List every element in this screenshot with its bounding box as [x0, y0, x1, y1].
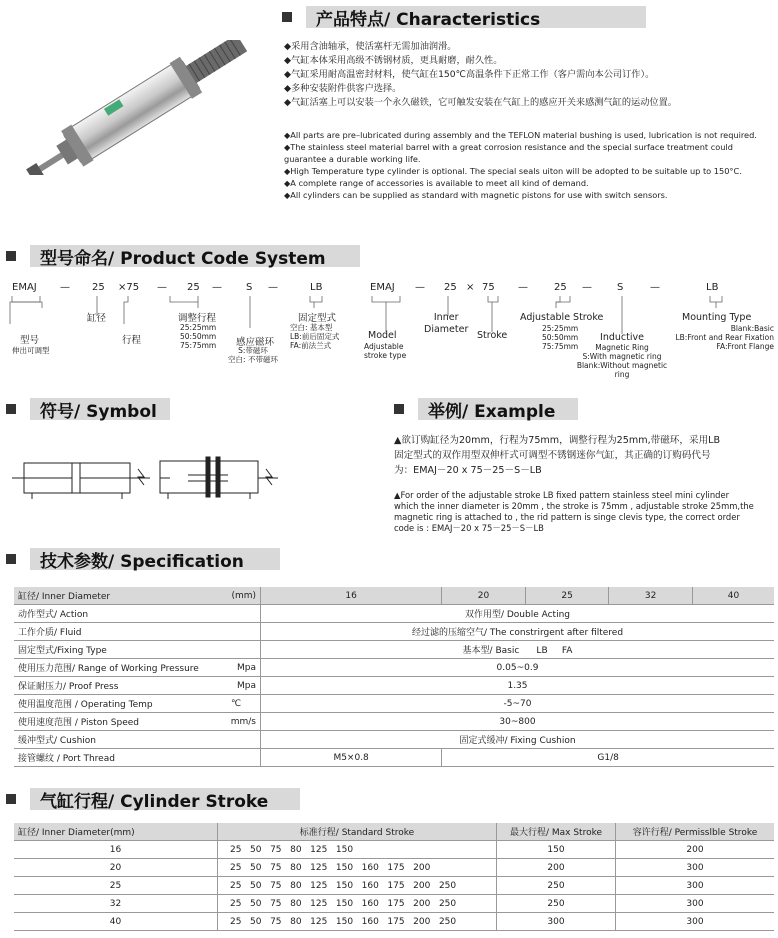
stroke-permissible: 300 — [616, 859, 775, 877]
table-row — [14, 895, 774, 913]
row-value: 30~800 — [261, 713, 775, 731]
code-sep: — — [212, 282, 222, 293]
row-label: 使用速度范围 / Piston Speed — [14, 713, 212, 731]
list-item: guarantee a durable working life. — [284, 154, 421, 164]
example-cn — [394, 433, 720, 478]
specification-header — [6, 548, 280, 570]
cn-code-diagram — [0, 282, 380, 372]
stroke-header-col: 最大行程/ Max Stroke — [497, 823, 616, 841]
stroke-table — [14, 823, 774, 931]
example-line: ▲欲订购缸径为20mm，行程为75mm，调整行程为25mm,带磁环，采用LB — [394, 435, 721, 446]
table-row — [14, 677, 774, 695]
stroke-max: 300 — [497, 913, 616, 931]
code-part: EMAJ — [12, 282, 37, 293]
stroke-standard: 25 50 75 80 125 150 160 175 200 — [218, 859, 497, 877]
stroke-max: 200 — [497, 859, 616, 877]
cn-label-stroke: 行程 — [122, 335, 142, 346]
header-col: 40 — [692, 587, 774, 605]
row-value: -5~70 — [261, 695, 775, 713]
inner-line: Inner — [433, 312, 459, 323]
example-en — [394, 490, 754, 534]
cn-label-adj: 调整行程 — [178, 313, 217, 324]
symbol-title: 符号/ Symbol — [30, 398, 170, 420]
stroke-standard: 25 50 75 80 125 150 160 175 200 250 — [218, 913, 497, 931]
stroke-max: 150 — [497, 841, 616, 859]
characteristics-title: 产品特点/ Characteristics — [306, 6, 646, 28]
code-sep: — — [518, 282, 528, 293]
header-unit: (mm) — [212, 587, 261, 605]
row-label: 固定型式/Fixing Type — [14, 641, 212, 659]
mount-value: Blank:Basic — [730, 324, 774, 333]
code-sep: — — [582, 282, 592, 293]
en-mount-values — [656, 324, 774, 351]
mount-value: LB:Front and Rear Fixation — [675, 333, 774, 342]
symbol-header — [6, 398, 170, 420]
table-row — [14, 641, 774, 659]
stroke-diameter: 16 — [14, 841, 218, 859]
inductive-line: Blank:Without magnetic ring — [576, 361, 668, 379]
table-row — [14, 877, 774, 895]
header-col: 32 — [609, 587, 693, 605]
code-part: S — [246, 282, 253, 293]
list-item: ◆气缸采用耐高温密封材料，使气缸在150℃高温条件下正常工作（客户需向本公司订作）。 — [284, 69, 655, 80]
stroke-header-col: 容许行程/ Permisslble Stroke — [616, 823, 775, 841]
code-part: 25 — [554, 282, 567, 293]
characteristics-header — [282, 6, 646, 28]
header-col: 20 — [442, 587, 526, 605]
code-sep: — — [415, 282, 425, 293]
table-row — [14, 695, 774, 713]
list-item: ◆All cylinders can be supplied as standard with magnetic pistons for use with switch sensors. — [284, 190, 668, 200]
header-label: 缸径/ Inner Diameter — [14, 587, 212, 605]
row-unit: Mpa — [212, 659, 261, 677]
table-row — [14, 913, 774, 931]
row-unit — [212, 623, 261, 641]
table-row — [14, 731, 774, 749]
list-item: ◆The stainless steel material barrel with a great corrosion resistance and the special surface treatment could — [284, 142, 733, 152]
row-unit — [212, 641, 261, 659]
row-value: 固定式缓冲/ Fixing Cushion — [261, 731, 775, 749]
code-sep: — — [60, 282, 70, 293]
en-code-diagram — [360, 282, 778, 377]
cn-label-magnet: 感应磁环 — [236, 337, 275, 348]
row-unit — [212, 605, 261, 623]
inductive-line: Magnetic Ring — [595, 343, 649, 352]
code-part: ×75 — [118, 282, 140, 293]
code-sep: — — [268, 282, 278, 293]
mount-value: 空白: 基本型 — [290, 323, 333, 332]
example-line: 固定型式的双作用型双伸杆式可调型不锈钢迷你气缸，其正确的订购码代号 — [394, 450, 711, 461]
row-label: 保证耐压力/ Proof Press — [14, 677, 212, 695]
adj-value: 50:50mm — [180, 332, 217, 341]
section-marker — [6, 404, 16, 414]
section-marker — [6, 794, 16, 804]
port-value-small: M5×0.8 — [261, 749, 442, 767]
stroke-diameter: 32 — [14, 895, 218, 913]
cn-mount-values — [290, 323, 339, 350]
inductive-line: Inductive — [600, 332, 644, 343]
product-code-header — [6, 245, 360, 267]
code-part: 25 — [92, 282, 105, 293]
magnet-value: 空白: 不带磁环 — [228, 355, 278, 364]
list-item: ◆High Temperature type cylinder is optional. The special seals uiton will be adopted to be suitable up to 150°C. — [284, 166, 742, 176]
section-marker — [394, 404, 404, 414]
section-marker — [6, 554, 16, 564]
en-label-stroke: Stroke — [477, 330, 508, 341]
code-part: 25 — [187, 282, 200, 293]
table-row — [14, 623, 774, 641]
adj-value: 75:75mm — [180, 341, 217, 350]
stroke-standard: 25 50 75 80 125 150 160 175 200 250 — [218, 895, 497, 913]
characteristics-en-list — [284, 129, 774, 201]
stroke-max: 250 — [497, 877, 616, 895]
stroke-title: 气缸行程/ Cylinder Stroke — [30, 788, 300, 810]
product-code-title: 型号命名/ Product Code System — [30, 245, 360, 267]
row-label: 使用压力范围/ Range of Working Pressure — [14, 659, 212, 677]
header-col: 25 — [525, 587, 609, 605]
code-part: LB — [706, 282, 719, 293]
table-row — [14, 659, 774, 677]
row-unit: mm/s — [212, 713, 261, 731]
cylinder-photo — [10, 40, 270, 175]
specification-title: 技术参数/ Specification — [30, 548, 280, 570]
cn-label-bore: 缸径 — [87, 313, 107, 324]
stroke-standard: 25 50 75 80 125 150 — [218, 841, 497, 859]
stroke-diameter: 40 — [14, 913, 218, 931]
stroke-diameter: 20 — [14, 859, 218, 877]
list-item: ◆采用含油轴承，使活塞杆无需加油润滑。 — [284, 41, 457, 52]
cn-label-model-sub: 伸出可调型 — [12, 346, 50, 355]
cn-adj-values — [180, 323, 216, 350]
stroke-max: 250 — [497, 895, 616, 913]
row-label: 接管螺纹 / Port Thread — [14, 749, 212, 767]
row-unit — [212, 731, 261, 749]
list-item: ◆All parts are pre–lubricated during assembly and the TEFLON material bushing is used, lubrication is not required. — [284, 130, 757, 140]
inner-line: Diameter — [424, 324, 469, 335]
port-value-large: G1/8 — [442, 749, 774, 767]
list-item: ◆气缸本体采用高级不锈钢材质，更具耐磨，耐久性。 — [284, 55, 503, 66]
example-line: magnetic ring is attached to , the rid pattern is singe clevis type, the correct order — [394, 512, 740, 522]
example-line: 为：EMAJ－20 x 75－25－S－LB — [394, 465, 542, 476]
en-label-inner — [424, 312, 468, 336]
cylinder-symbol — [10, 455, 280, 505]
code-sep: — — [157, 282, 167, 293]
stroke-permissible: 300 — [616, 877, 775, 895]
code-part: S — [617, 282, 624, 293]
cn-label-mount: 固定型式 — [298, 313, 337, 324]
adj-value: 50:50mm — [542, 333, 579, 342]
example-line: ▲For order of the adjustable stroke LB fixed pattern stainless steel mini cylinder — [394, 490, 730, 500]
stroke-header-col: 标准行程/ Standard Stroke — [218, 823, 497, 841]
example-header — [394, 398, 578, 420]
stroke-header — [6, 788, 300, 810]
mount-value: FA:前法兰式 — [290, 341, 332, 350]
stroke-header-col: 缸径/ Inner Diameter(mm) — [14, 823, 218, 841]
row-label: 动作型式/ Action — [14, 605, 212, 623]
adj-value: 25:25mm — [542, 324, 579, 333]
section-marker — [282, 12, 292, 22]
row-value: 双作用型/ Double Acting — [261, 605, 775, 623]
stroke-diameter: 25 — [14, 877, 218, 895]
stroke-permissible: 300 — [616, 895, 775, 913]
example-title: 举例/ Example — [418, 398, 578, 420]
adj-value: 25:25mm — [180, 323, 217, 332]
code-part: 25 — [444, 282, 457, 293]
model-sub-line: stroke type — [364, 351, 407, 360]
table-row — [14, 713, 774, 731]
en-label-adj: Adjustable Stroke — [520, 312, 604, 323]
code-sep: — — [650, 282, 660, 293]
table-row — [14, 841, 774, 859]
table-row — [14, 749, 774, 767]
inductive-line: S:With magnetic ring — [582, 352, 662, 361]
model-sub-line: Adjustable — [364, 342, 404, 351]
stroke-permissible: 200 — [616, 841, 775, 859]
mount-value: FA:Front Flange — [716, 342, 774, 351]
row-label: 缓冲型式/ Cushion — [14, 731, 212, 749]
adj-value: 75:75mm — [542, 342, 579, 351]
section-marker — [6, 251, 16, 261]
header-col: 16 — [261, 587, 442, 605]
specification-table — [14, 587, 774, 767]
row-unit: ℃ — [212, 695, 261, 713]
table-row — [14, 859, 774, 877]
code-sep: × — [466, 282, 475, 293]
characteristics-cn-list — [284, 40, 677, 110]
code-part: EMAJ — [370, 282, 395, 293]
mount-value: LB:前后固定式 — [290, 332, 340, 341]
example-line: code is : EMAJ－20 x 75－25－S－LB — [394, 523, 544, 533]
list-item: ◆气缸活塞上可以安装一个永久磁铁，它可触发安装在气缸上的感应开关来感测气缸的运动位置。 — [284, 97, 677, 108]
row-value: 0.05~0.9 — [261, 659, 775, 677]
en-label-model: Model — [368, 330, 397, 341]
cn-magnet-values — [228, 346, 278, 364]
row-label: 工作介质/ Fluid — [14, 623, 212, 641]
cn-label-model: 型号 — [20, 335, 40, 346]
table-header-row — [14, 823, 774, 841]
magnet-value: S:带磁环 — [238, 346, 268, 355]
table-header-row — [14, 587, 774, 605]
code-part: LB — [310, 282, 323, 293]
example-line: which the inner diameter is 20mm , the stroke is 75mm , adjustable stroke 25mm,the — [394, 501, 754, 511]
code-part: 75 — [482, 282, 495, 293]
list-item: ◆A complete range of accessories is available to meet all kind of demand. — [284, 178, 589, 188]
row-unit: Mpa — [212, 677, 261, 695]
row-value: 基本型/ Basic LB FA — [261, 641, 775, 659]
stroke-permissible: 300 — [616, 913, 775, 931]
row-label: 使用温度范围 / Operating Temp — [14, 695, 212, 713]
en-model-sub — [364, 342, 406, 360]
row-value: 1.35 — [261, 677, 775, 695]
list-item: ◆多种安装附件供客户选择。 — [284, 83, 402, 94]
stroke-standard: 25 50 75 80 125 150 160 175 200 250 — [218, 877, 497, 895]
table-row — [14, 605, 774, 623]
row-unit — [212, 749, 261, 767]
row-value: 经过滤的压缩空气/ The constrirgent after filtered — [261, 623, 775, 641]
en-label-mount: Mounting Type — [682, 312, 752, 323]
